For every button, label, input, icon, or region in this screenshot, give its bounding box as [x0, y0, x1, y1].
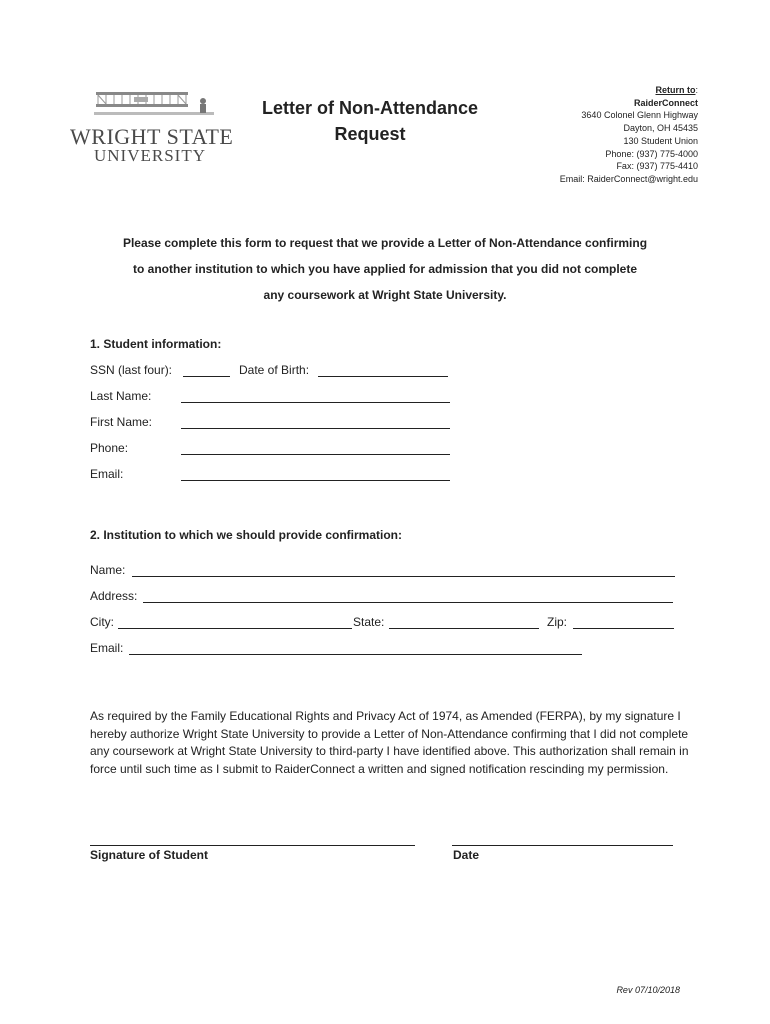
phone-input-line[interactable]	[181, 454, 450, 455]
intro-instructions	[90, 230, 680, 308]
logo-text-university: UNIVERSITY	[94, 146, 206, 165]
date-input-line[interactable]	[452, 845, 673, 846]
return-to-heading	[560, 84, 698, 97]
university-logo	[70, 88, 235, 168]
intro-line: any coursework at Wright State University.	[263, 288, 507, 302]
last-name-input-line[interactable]	[181, 402, 450, 403]
city-label: City:	[90, 615, 114, 629]
return-address-line: Dayton, OH 45435	[623, 123, 698, 134]
wright-flyer-icon	[94, 88, 214, 122]
title-line-2: Request	[334, 124, 406, 144]
institution-address-label: Address:	[90, 589, 138, 603]
logo-text-wright-state: WRIGHT STATE	[70, 124, 234, 149]
state-label: State:	[353, 615, 385, 629]
return-address-line: 3640 Colonel Glenn Highway	[581, 110, 698, 121]
return-phone: Phone: (937) 775-4000	[605, 148, 698, 159]
phone-label: Phone:	[90, 441, 129, 455]
signature-input-line[interactable]	[90, 845, 415, 846]
return-to-label: Return to	[655, 85, 696, 95]
section-2-heading: 2. Institution to which we should provide confirmation:	[90, 528, 402, 542]
section-1-heading: 1. Student information:	[90, 337, 222, 351]
intro-line: Please complete this form to request that we provide a Letter of Non-Attendance confirming	[122, 236, 648, 250]
return-email: Email: RaiderConnect@wright.edu	[559, 173, 698, 184]
return-office-name: RaiderConnect	[633, 97, 698, 108]
institution-email-input-line[interactable]	[129, 654, 582, 655]
date-label: Date	[453, 848, 480, 862]
intro-line: to another institution to which you have applied for admission that you did not complete	[132, 262, 638, 276]
return-address-line: 130 Student Union	[623, 135, 698, 146]
signature-label: Signature of Student	[90, 848, 208, 862]
city-input-line[interactable]	[118, 628, 352, 629]
return-address	[560, 84, 698, 186]
title-line-1: Letter of Non-Attendance	[262, 98, 478, 118]
institution-name-input-line[interactable]	[132, 576, 675, 577]
page-title	[250, 95, 490, 147]
institution-address-input-line[interactable]	[143, 602, 673, 603]
first-name-input-line[interactable]	[181, 428, 450, 429]
dob-label: Date of Birth:	[239, 363, 310, 377]
revision-date: Rev 07/10/2018	[616, 985, 680, 995]
first-name-label: First Name:	[90, 415, 153, 429]
dob-input-line[interactable]	[318, 376, 448, 377]
zip-label: Zip:	[547, 615, 568, 629]
institution-email-label: Email:	[90, 641, 124, 655]
student-email-label: Email:	[90, 467, 124, 481]
institution-name-label: Name:	[90, 563, 126, 577]
ssn-label: SSN (last four):	[90, 363, 173, 377]
state-input-line[interactable]	[389, 628, 539, 629]
zip-input-line[interactable]	[573, 628, 674, 629]
student-email-input-line[interactable]	[181, 480, 450, 481]
return-to-colon: :	[695, 85, 698, 95]
ssn-input-line[interactable]	[183, 376, 230, 377]
last-name-label: Last Name:	[90, 389, 152, 403]
return-fax: Fax: (937) 775-4410	[616, 161, 698, 172]
ferpa-authorization-text: As required by the Family Educational Rights and Privacy Act of 1974, as Amended (FERPA), by my signature I hereby authorize Wright State University to provide a Letter of Non-Attendance confirming that I did not complete any coursework at Wright State University to third-party I have identified above. This authorization shall remain in force until such time as I submit to RaiderConnect a written and signed notification rescinding my permission.	[90, 709, 689, 776]
